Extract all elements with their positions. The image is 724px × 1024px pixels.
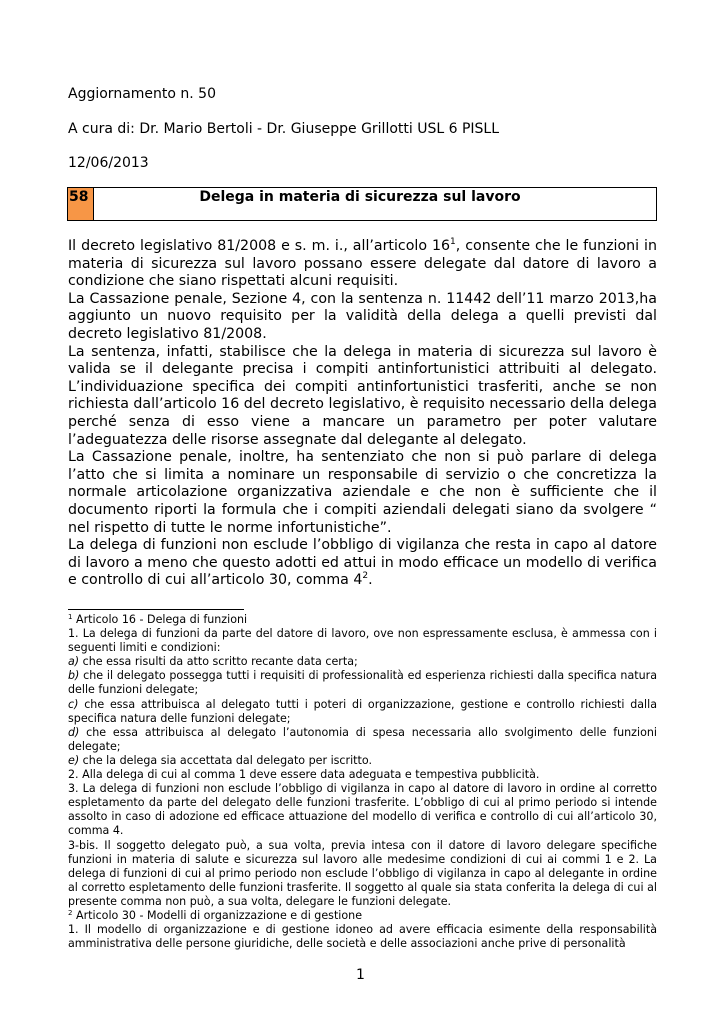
item-letter: e)	[68, 753, 80, 767]
footnote-1-comma-3: 3. La delega di funzioni non esclude l’obbligo di vigilanza in capo al datore di lavoro in ordine al corretto espletamento da parte del delegato delle funzioni trasferite. L’obbligo di cui al primo periodo si intende assolto in caso di adozione ed efficace attuazione del modello di verifica e controllo di cui all’articolo 30, comma 4.	[68, 782, 657, 838]
item-letter: c)	[68, 697, 79, 711]
footnote-1-title-text: Articolo 16 - Delega di funzioni	[72, 613, 248, 626]
item-letter: b)	[68, 669, 80, 683]
footnote-ref-1[interactable]: 1	[450, 237, 456, 247]
paragraph-sentenza: La sentenza, infatti, stabilisce che la delega in materia di sicurezza sul lavoro è valida se il delegante precisa i compiti antinfortunistici attribuiti al delegato. L’individuazione specifica dei compiti antinfortunistici trasferiti, anche se non richiesta dall’articolo 16 del decreto legislativo, è requisito necessario della delega perché senza di esso viene a mancare un parametro per poter valutare l’adeguatezza delle risorse assegnate dal delegante al delegato.	[68, 343, 657, 448]
footnotes	[68, 613, 657, 951]
footnote-2-comma-1: 1. Il modello di organizzazione e di gestione idoneo ad avere efficacia esimente della responsabilità amministrativa delle persone giuridiche, delle società e delle associazioni anche prive di personalità	[68, 923, 657, 951]
footnote-1-item-d	[68, 726, 657, 754]
footnote-2-mark: 2	[68, 908, 73, 917]
main-text	[68, 238, 657, 590]
footnote-1-comma-2: 2. Alla delega di cui al comma 1 deve essere data adeguata e tempestiva pubblicità.	[68, 768, 540, 782]
paragraph-intro-text: Il decreto legislativo 81/2008 e s. m. i., all’articolo 16	[68, 238, 451, 254]
footnote-1-mark: 1	[68, 613, 73, 621]
item-text: che essa attribuisca al delegato tutti i poteri di organizzazione, gestione e controllo richiesti dalla specifica natura delle funzioni delegate;	[68, 697, 657, 725]
footnote-1-comma-1: 1. La delega di funzioni da parte del datore di lavoro, ove non espressamente esclusa, è ammessa con i seguenti limiti e condizioni:	[68, 627, 657, 655]
footnote-ref-2[interactable]: 2	[362, 571, 369, 582]
footnote-1-item-c	[68, 698, 657, 726]
paragraph-vigilanza-text: La delega di funzioni non esclude l’obbligo di vigilanza che resta in capo al datore di lavoro a meno che questo adotti ed attui in modo efficace un modello di verifica e controllo di cui all’articolo 30, comma 4	[68, 537, 657, 589]
page-number: 1	[356, 967, 365, 983]
item-text: che la delega sia accettata dal delegato per iscritto.	[79, 753, 372, 767]
paragraph-intro-text-end: , consente che le funzioni in materia di sicurezza sul lavoro possano essere delegate dal datore di lavoro a condizione che siano rispettati alcuni requisiti.	[68, 238, 657, 290]
paragraph-vigilanza-end: .	[368, 572, 373, 589]
footnote-1-item-a	[68, 655, 657, 669]
section-title: Delega in materia di sicurezza sul lavoro	[199, 189, 521, 205]
footnote-2-title	[68, 909, 657, 923]
section-heading-box	[67, 187, 657, 221]
footnote-1-item-e	[68, 754, 657, 768]
footnote-1-item-b	[68, 669, 657, 697]
paragraph-cassazione-inoltre: La Cassazione penale, inoltre, ha sentenziato che non si può parlare di delega l’atto che si limita a nominare un responsabile di servizio o che concretizza la normale articolazione organizzativa aziendale e che non è sufficiente che il documento riporti la formula che i compiti aziendali delegati siano da svolgere “ nel rispetto di tutte le norme infortunistiche”.	[68, 449, 657, 536]
footnote-1-title	[68, 613, 657, 627]
item-text: che essa attribuisca al delegato l’autonomia di spesa necessaria allo svolgimento delle funzioni delegate;	[68, 725, 657, 753]
footnote-separator	[68, 609, 244, 610]
paragraph-cassazione: La Cassazione penale, Sezione 4, con la sentenza n. 11442 dell’11 marzo 2013,ha aggiunto un nuovo requisito per la validità della delega a quelli previsti dal decreto legislativo 81/2008.	[68, 290, 657, 342]
publication-date: 12/06/2013	[68, 155, 149, 171]
item-text: che il delegato possegga tutti i requisiti di professionalità ed esperienza richiesti dalla specifica natura delle funzioni delegate;	[68, 669, 657, 697]
section-number: 58	[68, 188, 94, 220]
paragraph-vigilanza	[68, 537, 657, 590]
item-letter: a)	[68, 655, 80, 669]
item-text: che essa risulti da atto scritto recante data certa;	[79, 655, 358, 669]
footnote-2-title-text: Articolo 30 - Modelli di organizzazione e di gestione	[72, 908, 363, 922]
footnote-1-comma-3bis: 3-bis. Il soggetto delegato può, a sua volta, previa intesa con il datore di lavoro delegare specifiche funzioni in materia di salute e sicurezza sul lavoro alle medesime condizioni di cui ai commi 1 e 2. La delega di funzioni di cui al primo periodo non esclude l’obbligo di vigilanza in capo al delegante in ordine al corretto espletamento delle funzioni trasferite. Il soggetto al quale sia stata conferita la delega di cui al presente comma non può, a sua volta, delegare le funzioni delegate.	[68, 838, 657, 908]
update-number: Aggiornamento n. 50	[68, 86, 216, 102]
paragraph-intro	[68, 238, 657, 291]
authors-line: A cura di: Dr. Mario Bertoli - Dr. Giuseppe Grillotti USL 6 PISLL	[68, 121, 500, 137]
item-letter: d)	[68, 725, 80, 739]
